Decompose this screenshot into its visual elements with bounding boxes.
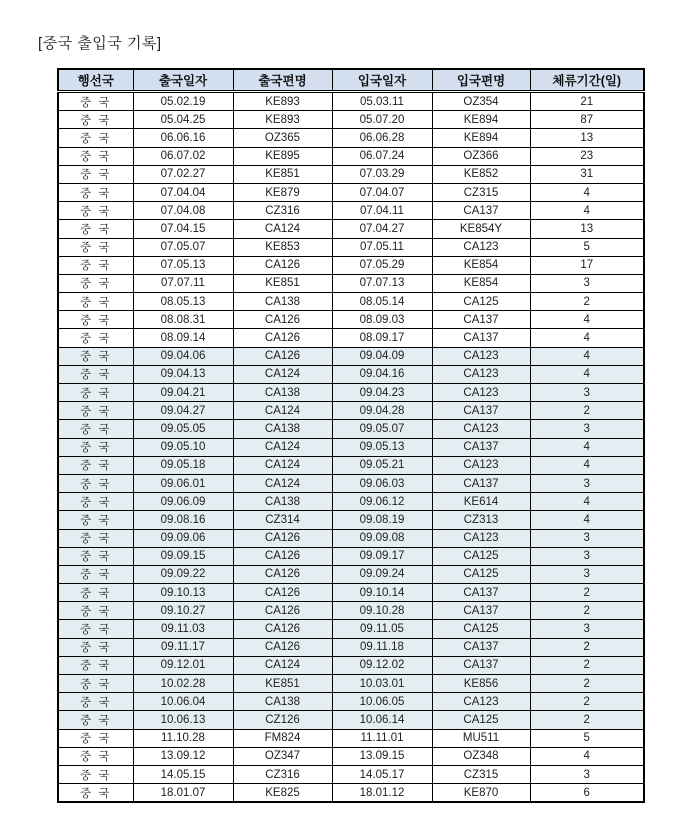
cell-arr_date: 06.07.24 [332,147,432,165]
cell-dep_date: 09.04.27 [133,402,233,420]
cell-country: 중 국 [58,92,133,111]
table-row [58,693,644,711]
cell-country: 중 국 [58,384,133,402]
cell-dep_flight: CZ316 [233,765,332,783]
cell-arr_flight: CA137 [432,402,530,420]
cell-stay: 4 [530,493,644,511]
cell-country: 중 국 [58,147,133,165]
cell-dep_date: 09.06.01 [133,474,233,492]
cell-arr_date: 10.06.05 [332,693,432,711]
cell-arr_date: 10.06.14 [332,711,432,729]
cell-arr_flight: CZ313 [432,511,530,529]
cell-stay: 4 [530,511,644,529]
cell-stay: 2 [530,602,644,620]
cell-stay: 3 [530,474,644,492]
table-row [58,274,644,292]
table-row [58,202,644,220]
cell-stay: 4 [530,456,644,474]
cell-arr_date: 08.09.17 [332,329,432,347]
table-row [58,420,644,438]
cell-arr_date: 05.03.11 [332,92,432,111]
cell-dep_flight: CA126 [233,602,332,620]
cell-dep_date: 09.11.03 [133,620,233,638]
cell-stay: 13 [530,220,644,238]
cell-dep_flight: KE853 [233,238,332,256]
cell-arr_flight: KE854 [432,256,530,274]
cell-arr_date: 09.12.02 [332,656,432,674]
cell-dep_flight: CA124 [233,365,332,383]
cell-stay: 5 [530,238,644,256]
cell-dep_flight: CA126 [233,638,332,656]
cell-arr_flight: KE894 [432,129,530,147]
table-row [58,92,644,111]
cell-arr_date: 08.05.14 [332,293,432,311]
cell-arr_flight: KE852 [432,165,530,183]
cell-dep_flight: KE895 [233,147,332,165]
cell-arr_date: 09.05.21 [332,456,432,474]
cell-stay: 23 [530,147,644,165]
cell-arr_date: 06.06.28 [332,129,432,147]
cell-arr_flight: CA123 [432,347,530,365]
cell-country: 중 국 [58,438,133,456]
cell-arr_flight: CA137 [432,202,530,220]
cell-country: 중 국 [58,202,133,220]
cell-stay: 5 [530,729,644,747]
cell-arr_flight: CA137 [432,602,530,620]
cell-stay: 4 [530,747,644,765]
cell-dep_date: 10.06.04 [133,693,233,711]
cell-stay: 4 [530,329,644,347]
cell-country: 중 국 [58,784,133,803]
cell-dep_date: 07.05.07 [133,238,233,256]
table-row [58,293,644,311]
table-row [58,111,644,129]
cell-arr_flight: CA125 [432,711,530,729]
cell-dep_date: 09.06.09 [133,493,233,511]
entry-exit-records-table [57,68,645,803]
cell-dep_date: 09.10.27 [133,602,233,620]
cell-dep_date: 07.04.08 [133,202,233,220]
cell-dep_date: 05.04.25 [133,111,233,129]
cell-stay: 31 [530,165,644,183]
cell-country: 중 국 [58,693,133,711]
cell-dep_flight: CA138 [233,693,332,711]
cell-stay: 4 [530,438,644,456]
table-row [58,656,644,674]
column-header-country: 행선국 [58,69,133,92]
table-row [58,238,644,256]
cell-stay: 3 [530,620,644,638]
table-row [58,365,644,383]
cell-dep_flight: CA124 [233,438,332,456]
cell-dep_date: 13.09.12 [133,747,233,765]
column-header-dep_date: 출국일자 [133,69,233,92]
table-row [58,620,644,638]
cell-stay: 2 [530,638,644,656]
cell-country: 중 국 [58,547,133,565]
cell-dep_date: 11.10.28 [133,729,233,747]
cell-country: 중 국 [58,129,133,147]
cell-dep_date: 08.08.31 [133,311,233,329]
column-header-dep_flight: 출국편명 [233,69,332,92]
cell-country: 중 국 [58,165,133,183]
cell-stay: 21 [530,92,644,111]
cell-dep_flight: CA126 [233,347,332,365]
cell-dep_date: 09.10.13 [133,584,233,602]
cell-dep_flight: OZ347 [233,747,332,765]
cell-country: 중 국 [58,656,133,674]
cell-dep_date: 06.07.02 [133,147,233,165]
cell-dep_date: 05.02.19 [133,92,233,111]
cell-arr_flight: KE856 [432,675,530,693]
cell-dep_date: 09.12.01 [133,656,233,674]
cell-stay: 2 [530,402,644,420]
cell-dep_flight: CA126 [233,565,332,583]
cell-stay: 3 [530,547,644,565]
table-row [58,329,644,347]
cell-arr_flight: CA125 [432,620,530,638]
column-header-arr_flight: 입국편명 [432,69,530,92]
cell-dep_flight: CA126 [233,620,332,638]
cell-arr_date: 08.09.03 [332,311,432,329]
table-row [58,438,644,456]
cell-arr_date: 09.04.23 [332,384,432,402]
table-row [58,565,644,583]
cell-arr_date: 09.06.03 [332,474,432,492]
cell-stay: 4 [530,202,644,220]
cell-arr_flight: CA137 [432,311,530,329]
cell-arr_flight: CA125 [432,547,530,565]
cell-country: 중 국 [58,565,133,583]
cell-country: 중 국 [58,256,133,274]
cell-dep_date: 07.07.11 [133,274,233,292]
cell-arr_date: 09.09.17 [332,547,432,565]
table-row [58,183,644,201]
cell-arr_date: 07.04.27 [332,220,432,238]
cell-country: 중 국 [58,311,133,329]
cell-arr_date: 13.09.15 [332,747,432,765]
cell-stay: 87 [530,111,644,129]
cell-arr_flight: CZ315 [432,765,530,783]
cell-country: 중 국 [58,274,133,292]
cell-dep_flight: KE893 [233,111,332,129]
cell-arr_flight: OZ366 [432,147,530,165]
table-row [58,256,644,274]
cell-dep_flight: CA126 [233,584,332,602]
cell-country: 중 국 [58,329,133,347]
table-row [58,402,644,420]
cell-dep_flight: CA126 [233,547,332,565]
table-header-row [58,69,644,92]
cell-dep_date: 14.05.15 [133,765,233,783]
cell-dep_date: 09.05.18 [133,456,233,474]
cell-country: 중 국 [58,474,133,492]
cell-arr_flight: KE854 [432,274,530,292]
cell-arr_flight: CZ315 [432,183,530,201]
cell-country: 중 국 [58,365,133,383]
cell-dep_date: 09.04.13 [133,365,233,383]
table-row [58,747,644,765]
cell-arr_date: 14.05.17 [332,765,432,783]
cell-country: 중 국 [58,493,133,511]
cell-dep_date: 09.04.06 [133,347,233,365]
cell-arr_flight: CA123 [432,693,530,711]
cell-stay: 4 [530,347,644,365]
cell-dep_flight: CZ126 [233,711,332,729]
cell-stay: 2 [530,656,644,674]
table-row [58,638,644,656]
cell-country: 중 국 [58,293,133,311]
cell-stay: 4 [530,311,644,329]
cell-stay: 2 [530,584,644,602]
cell-dep_flight: CA138 [233,293,332,311]
cell-arr_date: 09.10.28 [332,602,432,620]
cell-arr_date: 07.05.11 [332,238,432,256]
table-row [58,384,644,402]
cell-stay: 4 [530,183,644,201]
cell-arr_date: 09.06.12 [332,493,432,511]
table-row [58,493,644,511]
cell-arr_date: 09.08.19 [332,511,432,529]
cell-dep_flight: KE851 [233,165,332,183]
cell-country: 중 국 [58,620,133,638]
table-row [58,474,644,492]
cell-arr_flight: OZ354 [432,92,530,111]
cell-arr_flight: CA123 [432,238,530,256]
cell-dep_flight: CA126 [233,311,332,329]
cell-dep_flight: CZ314 [233,511,332,529]
cell-arr_flight: CA125 [432,293,530,311]
cell-dep_flight: KE879 [233,183,332,201]
table-row [58,147,644,165]
cell-arr_flight: CA137 [432,438,530,456]
cell-arr_flight: CA137 [432,584,530,602]
table-row [58,529,644,547]
cell-dep_flight: CA126 [233,256,332,274]
cell-arr_date: 18.01.12 [332,784,432,803]
cell-arr_date: 07.04.07 [332,183,432,201]
cell-country: 중 국 [58,584,133,602]
cell-dep_date: 06.06.16 [133,129,233,147]
cell-dep_flight: OZ365 [233,129,332,147]
cell-stay: 2 [530,711,644,729]
cell-arr_flight: KE870 [432,784,530,803]
cell-dep_flight: CA124 [233,402,332,420]
table-row [58,347,644,365]
cell-arr_date: 09.05.07 [332,420,432,438]
table-body [58,92,644,803]
cell-stay: 2 [530,675,644,693]
table-row [58,311,644,329]
cell-arr_date: 07.04.11 [332,202,432,220]
cell-dep_date: 10.02.28 [133,675,233,693]
cell-country: 중 국 [58,238,133,256]
table-row [58,602,644,620]
cell-dep_date: 07.04.04 [133,183,233,201]
cell-stay: 3 [530,274,644,292]
table-row [58,784,644,803]
cell-country: 중 국 [58,111,133,129]
table-row [58,547,644,565]
cell-dep_flight: KE851 [233,675,332,693]
cell-arr_date: 09.10.14 [332,584,432,602]
cell-stay: 13 [530,129,644,147]
cell-country: 중 국 [58,402,133,420]
cell-stay: 2 [530,293,644,311]
cell-dep_date: 08.05.13 [133,293,233,311]
cell-country: 중 국 [58,675,133,693]
cell-dep_flight: KE893 [233,92,332,111]
cell-dep_flight: CA126 [233,329,332,347]
cell-dep_date: 09.04.21 [133,384,233,402]
cell-arr_date: 09.05.13 [332,438,432,456]
cell-dep_date: 09.09.22 [133,565,233,583]
cell-country: 중 국 [58,747,133,765]
cell-arr_date: 09.11.05 [332,620,432,638]
cell-stay: 3 [530,565,644,583]
cell-arr_flight: CA123 [432,456,530,474]
cell-stay: 3 [530,765,644,783]
table-row [58,765,644,783]
cell-arr_flight: CA123 [432,529,530,547]
cell-dep_date: 08.09.14 [133,329,233,347]
cell-arr_date: 07.07.13 [332,274,432,292]
cell-arr_flight: OZ348 [432,747,530,765]
cell-arr_flight: CA137 [432,656,530,674]
cell-arr_date: 09.04.16 [332,365,432,383]
table-row [58,675,644,693]
cell-dep_date: 07.04.15 [133,220,233,238]
cell-arr_flight: KE614 [432,493,530,511]
cell-dep_flight: CA124 [233,456,332,474]
cell-arr_flight: CA123 [432,384,530,402]
cell-dep_date: 09.11.17 [133,638,233,656]
cell-stay: 3 [530,420,644,438]
cell-arr_date: 05.07.20 [332,111,432,129]
page-title: [중국 출입국 기록] [38,35,162,52]
cell-dep_flight: CZ316 [233,202,332,220]
cell-country: 중 국 [58,220,133,238]
cell-arr_flight: CA123 [432,365,530,383]
cell-stay: 17 [530,256,644,274]
cell-dep_date: 18.01.07 [133,784,233,803]
cell-country: 중 국 [58,602,133,620]
cell-arr_flight: CA137 [432,474,530,492]
cell-dep_flight: CA138 [233,384,332,402]
cell-dep_date: 09.05.10 [133,438,233,456]
cell-country: 중 국 [58,347,133,365]
cell-dep_flight: CA126 [233,529,332,547]
cell-stay: 3 [530,529,644,547]
cell-arr_flight: CA137 [432,638,530,656]
cell-arr_date: 09.09.24 [332,565,432,583]
cell-country: 중 국 [58,729,133,747]
cell-dep_date: 07.05.13 [133,256,233,274]
cell-dep_flight: CA138 [233,493,332,511]
table-row [58,220,644,238]
table-row [58,711,644,729]
table-row [58,129,644,147]
cell-arr_flight: MU511 [432,729,530,747]
cell-country: 중 국 [58,183,133,201]
cell-country: 중 국 [58,529,133,547]
cell-dep_flight: KE851 [233,274,332,292]
cell-dep_flight: CA124 [233,474,332,492]
cell-arr_flight: KE854Y [432,220,530,238]
cell-arr_date: 09.09.08 [332,529,432,547]
column-header-arr_date: 입국일자 [332,69,432,92]
cell-arr_flight: CA125 [432,565,530,583]
cell-dep_flight: KE825 [233,784,332,803]
cell-arr_date: 07.03.29 [332,165,432,183]
cell-stay: 3 [530,384,644,402]
cell-arr_date: 09.11.18 [332,638,432,656]
cell-arr_flight: KE894 [432,111,530,129]
table-row [58,584,644,602]
cell-dep_flight: FM824 [233,729,332,747]
cell-arr_date: 07.05.29 [332,256,432,274]
cell-country: 중 국 [58,638,133,656]
table-row [58,165,644,183]
cell-country: 중 국 [58,711,133,729]
cell-dep_date: 10.06.13 [133,711,233,729]
table-row [58,729,644,747]
cell-dep_date: 07.02.27 [133,165,233,183]
cell-country: 중 국 [58,765,133,783]
cell-dep_date: 09.09.15 [133,547,233,565]
cell-arr_date: 09.04.09 [332,347,432,365]
cell-arr_date: 11.11.01 [332,729,432,747]
cell-stay: 6 [530,784,644,803]
cell-country: 중 국 [58,420,133,438]
table-row [58,456,644,474]
column-header-stay: 체류기간(일) [530,69,644,92]
table-row [58,511,644,529]
cell-country: 중 국 [58,511,133,529]
cell-arr_flight: CA137 [432,329,530,347]
cell-arr_date: 10.03.01 [332,675,432,693]
cell-dep_date: 09.05.05 [133,420,233,438]
cell-arr_date: 09.04.28 [332,402,432,420]
cell-dep_date: 09.09.06 [133,529,233,547]
cell-dep_flight: CA124 [233,220,332,238]
cell-dep_date: 09.08.16 [133,511,233,529]
cell-dep_flight: CA138 [233,420,332,438]
cell-stay: 2 [530,693,644,711]
cell-arr_flight: CA123 [432,420,530,438]
cell-stay: 4 [530,365,644,383]
cell-country: 중 국 [58,456,133,474]
cell-dep_flight: CA124 [233,656,332,674]
